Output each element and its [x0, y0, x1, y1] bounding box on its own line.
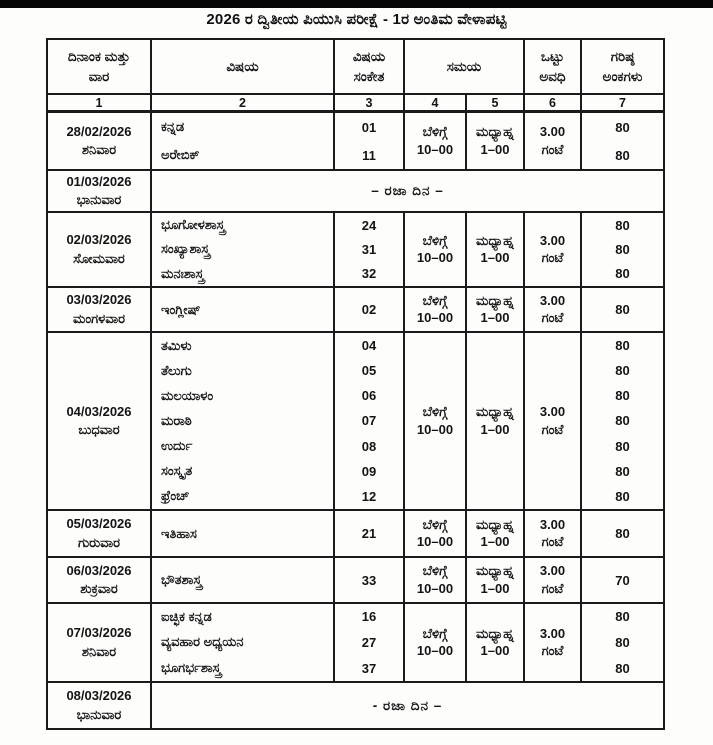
duration-cell [525, 333, 582, 509]
duration-unit: ಗಂಟೆ [541, 580, 564, 596]
holiday-label: – ರಜಾ ದಿನ – [371, 183, 444, 198]
holiday-row [48, 171, 663, 213]
date-text: 07/03/2026 [66, 625, 132, 641]
duration-cell [525, 604, 582, 681]
subject-code: 24 [361, 217, 377, 233]
marks-value: 80 [615, 338, 630, 354]
timetable-body [48, 113, 663, 728]
subject-code: 37 [361, 660, 377, 676]
subject-name: ಅರೇಬಿಕ್ [161, 147, 200, 162]
marks-value: 80 [615, 302, 630, 317]
afternoon-time: 1–00 [480, 310, 510, 325]
afternoon-time-cell [467, 288, 525, 331]
duration-unit: ಗಂಟೆ [541, 643, 564, 658]
afternoon-time: 1–00 [480, 421, 510, 437]
header-time [405, 40, 525, 93]
date-cell [48, 511, 152, 556]
date-cell [48, 604, 152, 681]
subject-name: ಭೌತಶಾಸ್ತ್ರ [161, 572, 202, 587]
afternoon-time: 1–00 [480, 580, 510, 596]
subjects-cell [152, 511, 335, 556]
exam-row [48, 113, 663, 171]
header-subject [152, 40, 335, 93]
day-text: ಗುರುವಾರ [78, 534, 120, 550]
subject-name: ಕನ್ನಡ [161, 119, 185, 134]
subjects-cell [152, 288, 335, 331]
marks-value: 80 [615, 438, 630, 454]
header-line: ಅಂಕಗಳು [602, 68, 643, 84]
marks-value: 80 [615, 217, 630, 233]
morning-time: 10–00 [416, 643, 454, 658]
max-marks-cell [582, 511, 663, 556]
duration-value: 3.00 [539, 124, 566, 140]
afternoon-time: 1–00 [480, 534, 510, 549]
morning-label: ಬೆಳಿಗ್ಗೆ [422, 232, 448, 248]
morning-time: 10–00 [416, 580, 454, 596]
morning-time-cell [405, 288, 467, 331]
marks-value: 80 [615, 463, 630, 479]
duration-cell [525, 558, 582, 602]
duration-value: 3.00 [539, 404, 566, 420]
morning-label: ಬೆಳಿಗ್ಗೆ [422, 124, 448, 140]
subject-codes-cell [335, 333, 405, 509]
morning-time: 10–00 [416, 310, 454, 325]
column-number: 3 [335, 95, 405, 110]
subject-code: 16 [361, 609, 377, 625]
marks-value: 80 [615, 609, 630, 625]
subject-name: ಇಂಗ್ಲೀಷ್ [161, 301, 201, 317]
day-text: ಭಾನುವಾರ [76, 706, 122, 722]
exam-row [48, 604, 663, 683]
header-line: ವಿಷಯ [226, 58, 259, 74]
marks-value: 80 [615, 413, 630, 429]
morning-time-cell [405, 604, 467, 681]
subject-name: ಐಚ್ಛಿಕ ಕನ್ನಡ [161, 608, 212, 624]
header-line: ಒಟ್ಟು [540, 48, 565, 64]
table-header-row [48, 40, 663, 95]
header-date-week [48, 40, 152, 93]
subject-codes-cell [335, 604, 405, 681]
date-text: 03/03/2026 [66, 292, 132, 308]
subject-codes-cell [335, 213, 405, 286]
date-cell [48, 171, 152, 211]
subject-code: 09 [361, 463, 377, 479]
morning-label: ಬೆಳಿಗ್ಗೆ [422, 404, 448, 420]
duration-cell [525, 511, 582, 556]
marks-value: 80 [615, 488, 630, 504]
morning-time-cell [405, 558, 467, 602]
header-line: ವಿಷಯ [352, 48, 386, 64]
subject-code: 12 [361, 488, 377, 504]
afternoon-label: ಮಧ್ಯಾಹ್ನ [476, 292, 514, 308]
duration-unit: ಗಂಟೆ [541, 534, 564, 549]
header-line: ವಾರ [88, 68, 110, 84]
holiday-label: - ರಜಾ ದಿನ – [372, 697, 443, 713]
column-number: 7 [619, 95, 626, 110]
max-marks-cell [582, 288, 663, 331]
exam-row [48, 511, 663, 558]
morning-time-cell [405, 113, 467, 169]
header-line: ಗರಿಷ್ಠ [610, 48, 635, 64]
scan-artifact-top-bar [0, 0, 713, 8]
morning-time: 10–00 [416, 534, 454, 549]
morning-time-cell [405, 213, 467, 286]
morning-time: 10–00 [416, 141, 454, 157]
duration-value: 3.00 [539, 625, 566, 641]
afternoon-label: ಮಧ್ಯಾಹ್ನ [476, 124, 514, 140]
morning-time-cell [405, 511, 467, 556]
duration-value: 3.00 [539, 516, 566, 532]
morning-time: 10–00 [416, 250, 454, 265]
afternoon-time-cell [467, 558, 525, 602]
subject-name: ಭೂಗೋಳಶಾಸ್ತ್ರ [161, 217, 225, 233]
afternoon-time-cell [467, 511, 525, 556]
morning-label: ಬೆಳಿಗ್ಗೆ [422, 625, 448, 641]
exam-row [48, 558, 663, 604]
subject-codes-cell [335, 113, 405, 169]
subject-name: ತಮಿಳು [161, 337, 192, 353]
subject-code: 11 [362, 147, 376, 163]
header-line: ಸಮಯ [446, 58, 482, 74]
day-text: ಬುಧವಾರ [78, 422, 120, 437]
subject-code: 08 [361, 438, 377, 454]
afternoon-time: 1–00 [480, 643, 510, 658]
column-number: 1 [48, 95, 152, 110]
afternoon-label: ಮಧ್ಯಾಹ್ನ [476, 516, 514, 532]
date-cell [48, 683, 152, 728]
header-line: ದಿನಾಂಕ ಮತ್ತು [67, 48, 131, 64]
subject-name: ಭೂಗರ್ಭಶಾಸ್ತ್ರ [161, 660, 221, 676]
day-text: ಶನಿವಾರ [81, 643, 117, 659]
header-max-marks [582, 40, 663, 93]
duration-value: 3.00 [539, 563, 566, 579]
subject-name: ಮಲಯಾಳಂ [161, 387, 214, 403]
subject-name: ಸಂಖ್ಯಾಶಾಸ್ತ್ರ [161, 241, 210, 257]
column-number-row [48, 95, 663, 113]
header-subject-code [335, 40, 405, 93]
subject-code: 32 [361, 266, 377, 282]
duration-unit: ಗಂಟೆ [541, 310, 564, 325]
exam-timetable [46, 38, 665, 730]
day-text: ಸೋಮವಾರ [73, 250, 125, 266]
day-text: ಶುಕ್ರವಾರ [80, 581, 118, 596]
subjects-cell [152, 604, 335, 681]
column-number: 4 [405, 95, 467, 110]
exam-row [48, 288, 663, 333]
subjects-cell [152, 558, 335, 602]
subject-name: ಮರಾಠಿ [161, 412, 192, 428]
header-total-duration [525, 40, 582, 93]
marks-value: 80 [615, 388, 630, 404]
subject-code: 33 [361, 572, 377, 588]
date-text: 05/03/2026 [66, 516, 132, 532]
day-text: ಭಾನುವಾರ [76, 192, 122, 207]
date-cell [48, 333, 152, 509]
marks-value: 70 [615, 572, 630, 588]
subject-name: ಉರ್ದು [161, 438, 193, 454]
max-marks-cell [582, 213, 663, 286]
date-cell [48, 213, 152, 286]
afternoon-time: 1–00 [480, 250, 510, 265]
morning-label: ಬೆಳಿಗ್ಗೆ [422, 563, 448, 579]
column-number: 2 [152, 95, 335, 110]
subject-code: 05 [361, 363, 377, 379]
date-text: 04/03/2026 [66, 403, 132, 419]
subject-code: 27 [361, 634, 377, 650]
subject-code: 01 [361, 119, 377, 135]
marks-value: 80 [615, 119, 630, 135]
afternoon-time-cell [467, 333, 525, 509]
duration-cell [525, 288, 582, 331]
date-cell [48, 288, 152, 331]
date-cell [48, 558, 152, 602]
column-number: 5 [467, 95, 525, 110]
header-line: ಸಂಕೇತ [353, 68, 385, 84]
subject-code: 31 [361, 241, 377, 257]
max-marks-cell [582, 333, 663, 509]
morning-time: 10–00 [416, 421, 454, 437]
header-line: ಅವಧಿ [539, 68, 566, 84]
marks-value: 80 [615, 660, 630, 676]
date-text: 02/03/2026 [66, 232, 132, 248]
subjects-cell [152, 333, 335, 509]
subjects-cell [152, 113, 335, 169]
duration-value: 3.00 [539, 292, 566, 308]
max-marks-cell [582, 558, 663, 602]
subject-name: ಸಂಸ್ಕೃತ [161, 463, 193, 479]
holiday-row [48, 683, 663, 728]
marks-value: 80 [615, 241, 630, 257]
afternoon-time-cell [467, 604, 525, 681]
subject-codes-cell [335, 558, 405, 602]
date-cell [48, 113, 152, 169]
afternoon-time: 1–00 [480, 141, 510, 157]
marks-value: 80 [615, 266, 630, 282]
subject-code: 21 [361, 526, 377, 541]
marks-value: 80 [615, 634, 630, 650]
subject-code: 04 [361, 338, 377, 354]
duration-value: 3.00 [539, 232, 566, 248]
subject-name: ತೆಲುಗು [161, 362, 192, 378]
exam-row [48, 333, 663, 511]
max-marks-cell [582, 604, 663, 681]
subject-codes-cell [335, 288, 405, 331]
column-number: 6 [525, 95, 582, 110]
duration-unit: ಗಂಟೆ [541, 421, 564, 437]
subject-name: ವ್ಯವಹಾರ ಅಧ್ಯಯನ [161, 634, 244, 650]
morning-time-cell [405, 333, 467, 509]
subject-name: ಇತಿಹಾಸ [161, 525, 197, 541]
subject-code: 07 [361, 413, 377, 429]
morning-label: ಬೆಳಿಗ್ಗೆ [422, 292, 448, 308]
exam-row [48, 213, 663, 288]
afternoon-label: ಮಧ್ಯಾಹ್ನ [476, 404, 514, 420]
duration-cell [525, 213, 582, 286]
afternoon-label: ಮಧ್ಯಾಹ್ನ [476, 232, 514, 248]
date-text: 08/03/2026 [66, 688, 132, 704]
date-text: 06/03/2026 [66, 562, 132, 578]
day-text: ಶನಿವಾರ [81, 142, 117, 157]
afternoon-time-cell [467, 213, 525, 286]
duration-cell [525, 113, 582, 169]
subjects-cell [152, 213, 335, 286]
subject-name: ಮನಃಶಾಸ್ತ್ರ [161, 265, 204, 281]
subject-code: 06 [361, 388, 377, 404]
duration-unit: ಗಂಟೆ [541, 250, 564, 265]
duration-unit: ಗಂಟೆ [541, 141, 564, 157]
subject-name: ಫ್ರೆಂಚ್ [161, 488, 190, 504]
marks-value: 80 [615, 526, 630, 541]
date-text: 28/02/2026 [66, 123, 132, 139]
morning-label: ಬೆಳಿಗ್ಗೆ [422, 516, 448, 532]
day-text: ಮಂಗಳವಾರ [72, 310, 126, 326]
afternoon-time-cell [467, 113, 525, 169]
marks-value: 80 [615, 363, 630, 379]
afternoon-label: ಮಧ್ಯಾಹ್ನ [476, 563, 514, 579]
subject-code: 02 [361, 302, 377, 317]
document-title: 2026 ರ ದ್ವಿತೀಯ ಪಿಯುಸಿ ಪರೀಕ್ಷೆ - 1ರ ಅಂತಿಮ ವೇಳಾಪಟ್ಟಿ [206, 11, 507, 28]
max-marks-cell [582, 113, 663, 169]
date-text: 01/03/2026 [66, 173, 132, 189]
subject-codes-cell [335, 511, 405, 556]
afternoon-label: ಮಧ್ಯಾಹ್ನ [476, 625, 514, 641]
marks-value: 80 [615, 147, 630, 163]
